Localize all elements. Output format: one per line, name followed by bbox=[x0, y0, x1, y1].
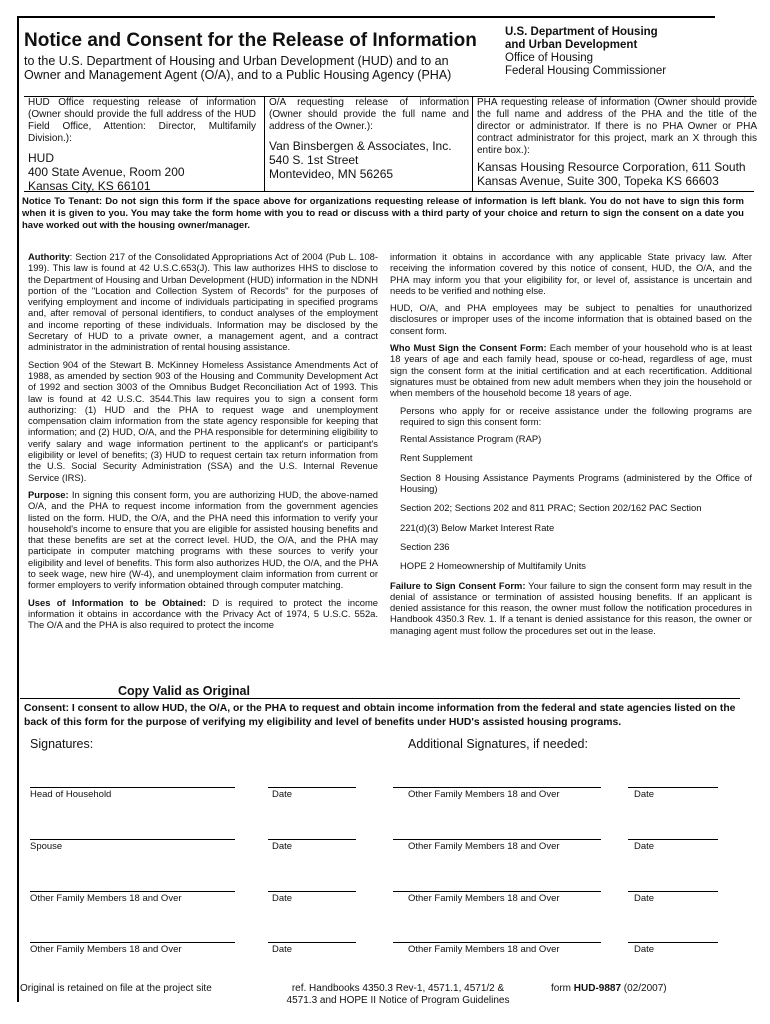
form-revision-date: (02/2007) bbox=[621, 983, 667, 994]
program-item: Section 202; Sections 202 and 811 PRAC; Section 202/162 PAC Section bbox=[400, 502, 702, 514]
top-border-rule bbox=[17, 16, 715, 18]
authority-text: : Section 217 of the Consolidated Appropriations Act of 2004 (Pub L. 108-199). This law is found at 42 U.S.C.653(J). This law authorizes HHS to disclose to the Department of Housing and Urban Development (HUD) information in the NDNH portion of the "Location and Collection System of Records" for the purposes of verifying employment and income of individuals participating in specified programs and, after removal of personal identifiers, to conduct analyses of the employment and income reporting of these individuals. Information may be disclosed by the Secretary of HUD to a private owner, a management agent, and a contract administrator in the administration of rental housing assistance. bbox=[28, 251, 378, 353]
authority-heading: Authority bbox=[28, 251, 70, 262]
penalty-paragraph: HUD, O/A, and PHA employees may be subject to penalties for unauthorized disclosures or improper uses of the income information that is obtained based on the consent form. bbox=[390, 302, 752, 336]
signature-line[interactable] bbox=[30, 891, 235, 892]
privacy-continuation: information it obtains in accordance with any applicable State privacy law. After receiving the information covered by this notice of consent, HUD, the O/A, and the PHA may inform you that your eligibility for, or level of, assistance is uncertain and needs to be verified and nothing else. bbox=[390, 251, 752, 296]
hud-address bbox=[28, 151, 256, 193]
signature-caption: Spouse bbox=[30, 841, 63, 852]
date-line[interactable] bbox=[268, 891, 356, 892]
handbook-reference bbox=[278, 983, 518, 1007]
date-line[interactable] bbox=[268, 942, 356, 943]
left-border-rule bbox=[17, 16, 19, 1002]
pha-address-line: Kansas Housing Resource Corporation, 611 South bbox=[477, 160, 746, 174]
retention-note: Original is retained on file at the project site bbox=[20, 983, 212, 994]
handbook-reference-line: ref. Handbooks 4350.3 Rev-1, 4571.1, 4571/2 & bbox=[291, 983, 505, 994]
signature-caption: Other Family Members 18 and Over bbox=[408, 789, 560, 800]
purpose-paragraph bbox=[28, 489, 378, 591]
date-caption: Date bbox=[272, 893, 293, 904]
date-line[interactable] bbox=[628, 942, 718, 943]
form-subtitle: to the U.S. Department of Housing and Urban Development (HUD) and to an Owner and Management Agent (O/A), and to a Public Housing Agency (PHA) bbox=[24, 54, 452, 82]
uses-heading: Uses of Information to be Obtained: bbox=[28, 596, 207, 608]
who-must-sign-heading: Who Must Sign the Consent Form: bbox=[390, 342, 547, 354]
program-item: Rental Assistance Program (RAP) bbox=[400, 433, 542, 445]
agency-line-3: Office of Housing bbox=[505, 52, 594, 64]
form-number bbox=[551, 983, 667, 995]
signature-caption: Other Family Members 18 and Over bbox=[30, 944, 182, 955]
form-title: Notice and Consent for the Release of Information bbox=[24, 30, 477, 51]
persons-paragraph: Persons who apply for or receive assistance under the following programs are required to sign this consent form: bbox=[400, 404, 752, 427]
signature-line[interactable] bbox=[393, 942, 601, 943]
oa-box[interactable] bbox=[264, 97, 469, 191]
oa-address bbox=[269, 139, 469, 181]
program-item: Section 236 bbox=[400, 540, 450, 552]
agency-line-4: Federal Housing Commissioner bbox=[505, 65, 667, 77]
hud-address-line: Kansas City, KS 66101 bbox=[28, 179, 151, 193]
consent-divider bbox=[20, 698, 740, 699]
date-caption: Date bbox=[272, 789, 293, 800]
oa-request-label: O/A requesting release of information (Owner should provide the full name and address of the Owner.): bbox=[269, 97, 469, 132]
pha-request-label: PHA requesting release of information (Owner should provide the full name and address of the PHA and the title of the director or administrator. If there is no PHA Owner or PHA contract administrator for this project, mark an X through this entire box.): bbox=[477, 97, 757, 156]
who-must-sign-paragraph bbox=[390, 342, 752, 398]
hud-office-box[interactable] bbox=[28, 97, 256, 191]
pha-address bbox=[477, 160, 757, 188]
form-number-prefix: form bbox=[551, 983, 574, 994]
authority-paragraph bbox=[28, 251, 378, 353]
program-item: Rent Supplement bbox=[400, 452, 473, 464]
date-caption: Date bbox=[272, 944, 293, 955]
hud-address-line: 400 State Avenue, Room 200 bbox=[28, 165, 185, 179]
date-caption: Date bbox=[634, 893, 655, 904]
hud-address-line: HUD bbox=[28, 151, 54, 165]
signature-caption: Head of Household bbox=[30, 789, 112, 800]
signature-caption: Other Family Members 18 and Over bbox=[408, 893, 560, 904]
signature-line[interactable] bbox=[393, 787, 601, 788]
signature-line[interactable] bbox=[30, 839, 235, 840]
signatures-heading: Signatures: bbox=[30, 737, 94, 751]
right-column bbox=[390, 251, 752, 642]
agency-line-2: and Urban Development bbox=[505, 39, 638, 51]
pha-box[interactable] bbox=[472, 97, 757, 191]
failure-heading: Failure to Sign Consent Form: bbox=[390, 579, 526, 591]
signature-caption: Other Family Members 18 and Over bbox=[30, 893, 182, 904]
handbook-reference-line: 4571.3 and HOPE II Notice of Program Guidelines bbox=[286, 995, 510, 1006]
copy-valid-stamp: Copy Valid as Original bbox=[118, 684, 250, 698]
uses-paragraph bbox=[28, 597, 378, 631]
signature-caption: Other Family Members 18 and Over bbox=[408, 944, 560, 955]
oa-address-line: Van Binsbergen & Associates, Inc. bbox=[269, 139, 452, 153]
form-number-code: HUD-9887 bbox=[573, 983, 622, 994]
program-item: 221(d)(3) Below Market Interest Rate bbox=[400, 521, 555, 533]
agency-block bbox=[505, 26, 745, 78]
program-item: HOPE 2 Homeownership of Multifamily Units bbox=[400, 560, 586, 572]
requesting-parties-boxes bbox=[24, 96, 757, 193]
signature-line[interactable] bbox=[30, 787, 235, 788]
purpose-heading: Purpose: bbox=[28, 488, 69, 500]
section-904-paragraph: Section 904 of the Stewart B. McKinney Homeless Assistance Amendments Act of 1988, as amended by section 903 of the Housing and Community Development Act of 1992 and section 3003 of the Omnibus Budget Reconciliation Act of 1993. This law is found at 42 U.S.C. 3544.This law requires you to sign a consent form authorizing: (1) HUD and the PHA to request wage and unemployment compensation claim information from the state agency responsible for keeping that information; and (2) HUD, O/A, and the PHA responsible for determining eligibility to verify salary and wage information pertinent to the applicant's or participant's eligibility or level of benefits; (3) HUD to request certain tax return information from the U.S. Social Security Administration (SSA) and the U.S. Internal Revenue Service (IRS). bbox=[28, 358, 378, 483]
date-line[interactable] bbox=[628, 839, 718, 840]
date-line[interactable] bbox=[268, 787, 356, 788]
additional-signatures-heading: Additional Signatures, if needed: bbox=[408, 737, 588, 751]
pha-address-line: Kansas Avenue, Suite 300, Topeka KS 66603 bbox=[477, 174, 719, 188]
signature-line[interactable] bbox=[30, 942, 235, 943]
oa-address-line: Montevideo, MN 56265 bbox=[269, 167, 394, 181]
hud-request-label: HUD Office requesting release of information (Owner should provide the full address of the HUD Field Office, Attention: Director, Multifamily Division.): bbox=[28, 97, 256, 144]
date-caption: Date bbox=[272, 841, 293, 852]
failure-text: Your failure to sign the consent form may result in the denial of assistance or termination of assisted housing benefits. If an applicant is denied assistance for this reason, the owner must follow the notification procedures in Handbook 4350.3 Rev. 1. If a tenant is denied assistance for this reason, the owner or managing agent must follow the procedures set out in the lease. bbox=[390, 579, 752, 636]
date-line[interactable] bbox=[628, 787, 718, 788]
date-line[interactable] bbox=[268, 839, 356, 840]
notice-to-tenant: Notice To Tenant: Do not sign this form if the space above for organizations requesting release of information is left blank. You do not have to sign this form when it is given to you. You may take the form home with you to read or discuss with a third party of your choice and return to sign the consent on a date you have worked out with the housing owner/manager. bbox=[22, 196, 744, 231]
purpose-text: In signing this consent form, you are authorizing HUD, the above-named O/A, and the PHA to request income information from the government agencies listed on the form. HUD, the O/A, and the PHA need this information to verify your household's income to ensure that you are eligible for assisted housing benefits and that these benefits are set at the correct level. HUD, the O/A, and the PHA may participate in computer matching programs with these sources to verify your eligibility and level of benefits. This form also authorizes HUD, the O/A, and the PHA to seek wage, new hire (W-4), and unemployment claim information from current or former employers to verify information obtained through computer matching. bbox=[28, 488, 378, 591]
who-must-sign-text: Each member of your household who is at least 18 years of age and each family head, spouse or co-head, regardless of age, must sign the consent form at the initial certification and at each recertification. Additional signatures must be obtained from new adult members when they join the household or when members of the household become 18 years of age. bbox=[390, 342, 752, 399]
consent-statement: Consent: I consent to allow HUD, the O/A, or the PHA to request and obtain income information from the federal and state agencies listed on the back of this form for the purpose of verifying my eligibility and level of benefits under HUD's assisted housing programs. bbox=[24, 703, 736, 728]
date-caption: Date bbox=[634, 789, 655, 800]
date-caption: Date bbox=[634, 944, 655, 955]
program-item: Section 8 Housing Assistance Payments Programs (administered by the Office of Housing) bbox=[400, 471, 752, 495]
signature-line[interactable] bbox=[393, 839, 601, 840]
oa-address-line: 540 S. 1st Street bbox=[269, 153, 359, 167]
left-column bbox=[28, 251, 378, 637]
date-line[interactable] bbox=[628, 891, 718, 892]
failure-paragraph bbox=[390, 580, 752, 636]
signature-line[interactable] bbox=[393, 891, 601, 892]
signature-caption: Other Family Members 18 and Over bbox=[408, 841, 560, 852]
agency-line-1: U.S. Department of Housing bbox=[505, 26, 658, 38]
date-caption: Date bbox=[634, 841, 655, 852]
uses-text: D is required to protect the income information it obtains in accordance with the Privacy Act of 1974, 5 U.S.C. 552a. The O/A and the PHA is also required to protect the income bbox=[28, 596, 378, 631]
